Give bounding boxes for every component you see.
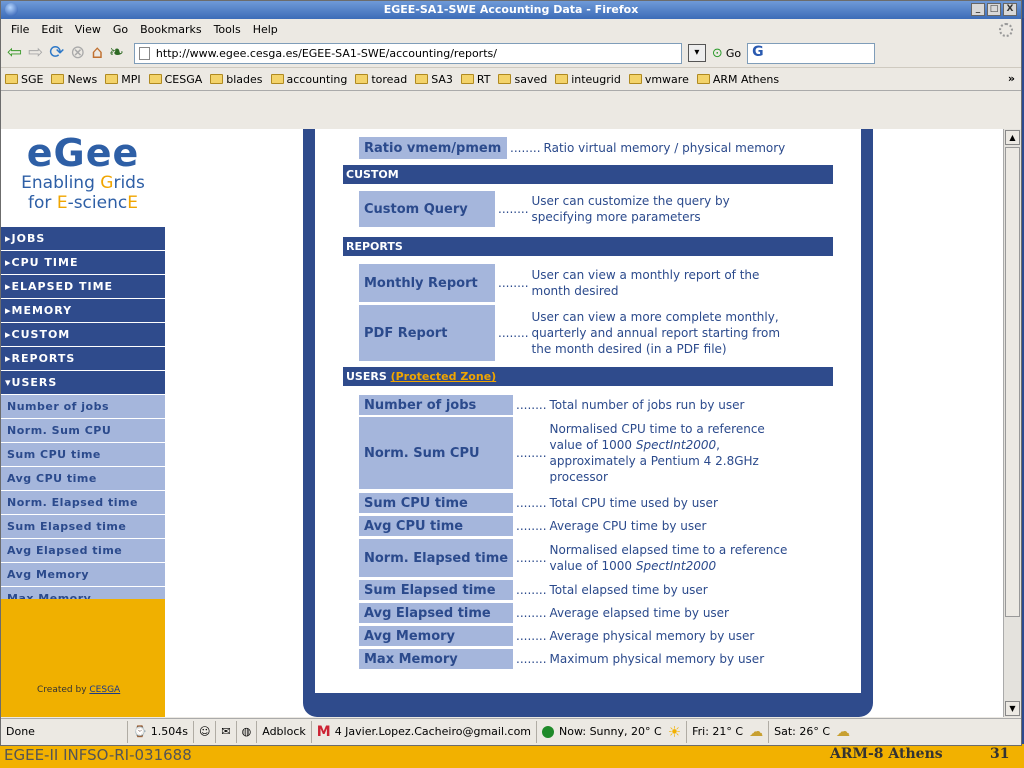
bookmark-label: toread (371, 72, 408, 86)
item-dots: ........ (516, 606, 547, 620)
desc-line: the month desired (in a PDF file) (531, 342, 727, 356)
window-title: EGEE-SA1-SWE Accounting Data - Firefox (383, 3, 639, 16)
item-label[interactable]: Custom Query (359, 191, 495, 227)
item-label[interactable]: Norm. Elapsed time (359, 539, 513, 577)
item-avg-cpu-time (359, 516, 706, 536)
menubar (1, 19, 1021, 39)
menu-edit[interactable]: Edit (41, 22, 63, 36)
menu-view[interactable]: View (74, 22, 101, 36)
created-by-text (37, 685, 120, 695)
heading-paren: ) (491, 370, 497, 383)
desc-line: specifying more parameters (531, 210, 701, 224)
item-description (550, 421, 765, 485)
timer-icon: ⌚ (133, 725, 147, 738)
item-sum-elapsed-time (359, 580, 708, 600)
folder-icon (355, 74, 368, 84)
menu-go[interactable]: Go (112, 22, 129, 36)
bookmark-label: News (67, 72, 98, 86)
created-by-prefix: Created by (37, 685, 90, 695)
tagline-part: G (100, 173, 114, 193)
egee-tagline-line2 (1, 193, 165, 213)
bookmark-label: blades (226, 72, 263, 86)
weather-fri-text: Fri: 21° C (692, 725, 744, 738)
item-dots: ........ (498, 326, 529, 340)
item-dots: ........ (498, 276, 529, 290)
bookmark-cesga[interactable] (149, 73, 203, 86)
item-dots: ........ (516, 551, 547, 565)
bookmark-sa3[interactable] (415, 73, 453, 86)
page-content (1, 129, 1003, 717)
vertical-scrollbar[interactable] (1003, 129, 1021, 717)
bookmark-sge[interactable] (5, 73, 43, 86)
desc-line: processor (549, 470, 608, 484)
item-dots: ........ (516, 583, 547, 597)
bookmark-toread[interactable] (355, 73, 407, 86)
cesga-link[interactable]: CESGA (89, 685, 121, 695)
home-icon[interactable]: ⌂ (91, 42, 103, 63)
item-description: Maximum physical memory by user (549, 652, 765, 666)
item-description: Ratio virtual memory / physical memory (543, 141, 786, 155)
desc-line: User can view a more complete monthly, (531, 310, 779, 324)
bookmark-label: MPI (121, 72, 141, 86)
desc-part: value of 1000 (549, 438, 636, 452)
load-timer[interactable] (127, 721, 193, 743)
item-dots: ........ (516, 519, 547, 533)
item-ratio-vmem-pmem (359, 137, 785, 159)
item-norm-sum-cpu (359, 417, 765, 489)
desc-line (550, 437, 765, 453)
scroll-down-arrow-icon[interactable]: ▼ (1005, 701, 1020, 716)
desc-line: Normalised elapsed time to a reference (549, 543, 788, 557)
scroll-up-arrow-icon[interactable]: ▲ (1005, 130, 1020, 145)
item-description (532, 309, 781, 357)
folder-icon (629, 74, 642, 84)
item-label[interactable]: Max Memory (359, 649, 513, 669)
sidebar-subitem-norm-elapsed-time[interactable]: Norm. Elapsed time (1, 491, 165, 515)
item-avg-elapsed-time (359, 603, 729, 623)
bookmark-label: inteugrid (571, 72, 621, 86)
sidebar-subitem-avg-cpu-time[interactable]: Avg CPU time (1, 467, 165, 491)
leaf-icon[interactable]: ❧ (108, 42, 124, 63)
item-description (532, 267, 760, 299)
sidebar-subitem-avg-memory[interactable]: Avg Memory (1, 563, 165, 587)
sidebar-subitem-norm-sum-cpu[interactable]: Norm. Sum CPU (1, 419, 165, 443)
folder-icon (461, 74, 474, 84)
item-dots: ........ (516, 496, 547, 510)
bookmarks-overflow-button[interactable]: » (1007, 72, 1015, 85)
tagline-part: E (56, 193, 68, 213)
bookmark-label: saved (514, 72, 548, 86)
item-label[interactable]: Number of jobs (359, 395, 513, 415)
go-label: Go (725, 46, 742, 60)
folder-icon (51, 74, 64, 84)
bookmark-rt[interactable] (461, 73, 491, 86)
item-label[interactable]: PDF Report (359, 305, 495, 361)
timer-value: 1.504s (150, 725, 188, 738)
sidebar-subitem-sum-cpu-time[interactable]: Sum CPU time (1, 443, 165, 467)
weather-saturday[interactable] (768, 721, 855, 743)
page-icon (139, 47, 150, 60)
bookmark-mpi[interactable] (105, 73, 140, 86)
partly-cloudy-icon: ☁ (836, 723, 851, 740)
bookmark-vmware[interactable] (629, 73, 689, 86)
item-dots: ........ (516, 446, 547, 460)
bookmarks-toolbar (1, 67, 1021, 91)
sidebar-item-jobs[interactable]: ▸JOBS (1, 227, 165, 251)
item-dots: ........ (516, 398, 547, 412)
sidebar-nav (1, 227, 165, 611)
weather-now[interactable] (536, 721, 686, 743)
sidebar-subitem-sum-elapsed-time[interactable]: Sum Elapsed time (1, 515, 165, 539)
stop-icon[interactable]: ⊗ (70, 42, 86, 63)
url-dropdown-button[interactable]: ▾ (688, 44, 706, 62)
item-label[interactable]: Sum Elapsed time (359, 580, 513, 600)
item-number-of-jobs (359, 395, 744, 415)
firefox-icon (5, 3, 18, 16)
slide-footer-project-code: EGEE-II INFSO-RI-031688 (4, 746, 192, 764)
maximize-button[interactable]: □ (987, 3, 1001, 16)
desc-part: value of 1000 (549, 559, 636, 573)
reload-icon[interactable]: ⟳ (49, 42, 65, 63)
tagline-part: Enabling (21, 173, 101, 193)
mail-icon[interactable]: ✉ (215, 721, 235, 743)
weather-sat-text: Sat: 26° C (774, 725, 831, 738)
desc-part-italic: SpectInt2000 (635, 438, 717, 452)
item-description: Total number of jobs run by user (549, 398, 745, 412)
minimize-button[interactable]: _ (971, 3, 985, 16)
go-icon: ⊙ (711, 45, 723, 61)
desc-part: , (716, 438, 720, 452)
bookmark-blades[interactable] (210, 73, 262, 86)
tagline-part: -scienc (67, 193, 128, 213)
item-dots: ........ (516, 652, 547, 666)
menu-tools[interactable]: Tools (213, 22, 241, 36)
item-norm-elapsed-time (359, 539, 787, 577)
tagline-part: E (127, 193, 138, 213)
desc-line: approximately a Pentium 4 2.8GHz (549, 454, 759, 468)
forward-arrow-icon[interactable]: ⇨ (28, 42, 44, 63)
folder-icon (149, 74, 162, 84)
sidebar-item-cpu-time[interactable]: ▸CPU TIME (1, 251, 165, 275)
folder-icon (415, 74, 428, 84)
status-bar (1, 718, 1021, 744)
adblock-button[interactable]: Adblock (256, 721, 311, 743)
sidebar-subitem-number-of-jobs[interactable]: Number of jobs (1, 395, 165, 419)
bookmark-arm-athens[interactable] (697, 73, 779, 86)
bookmark-label: vmware (644, 72, 689, 86)
weather-now-text: Now: Sunny, 20° C (559, 725, 662, 738)
bookmark-news[interactable] (51, 73, 97, 86)
folder-icon (498, 74, 511, 84)
item-label[interactable]: Avg CPU time (359, 516, 513, 536)
partly-cloudy-icon: ☁ (749, 723, 764, 740)
gmail-notifier[interactable] (311, 721, 536, 743)
sidebar-item-custom[interactable]: ▸CUSTOM (1, 323, 165, 347)
sun-icon: ☀ (667, 722, 682, 741)
globe-icon (542, 726, 554, 738)
bookmark-accounting[interactable] (271, 73, 348, 86)
item-dots: ........ (498, 202, 529, 216)
gmail-icon: M (316, 723, 331, 740)
bookmark-saved[interactable] (498, 73, 547, 86)
menu-bookmarks[interactable]: Bookmarks (140, 22, 202, 36)
item-avg-memory (359, 626, 754, 646)
section-heading-custom: CUSTOM (343, 165, 833, 184)
item-sum-cpu-time (359, 493, 718, 513)
gmail-account: 4 Javier.Lopez.Cacheiro@gmail.com (334, 725, 532, 738)
slide-footer-event: ARM-8 Athens (830, 746, 943, 762)
item-description (532, 193, 730, 225)
status-text: Done (6, 725, 35, 738)
bookmark-label: CESGA (164, 72, 203, 86)
item-description: Average physical memory by user (549, 629, 755, 643)
item-label[interactable]: Avg Elapsed time (359, 603, 513, 623)
egee-logo[interactable]: eGee (26, 131, 140, 175)
tagline-part: rids (113, 173, 145, 193)
bookmark-label: SGE (21, 72, 44, 86)
folder-icon (697, 74, 710, 84)
item-description: Average CPU time by user (549, 519, 707, 533)
content-panel-inner (315, 129, 861, 693)
bookmark-label: SA3 (431, 72, 453, 86)
bookmark-label: ARM Athens (712, 72, 780, 86)
item-description: Average elapsed time by user (549, 606, 729, 620)
menu-file[interactable]: File (11, 22, 30, 36)
item-max-memory (359, 649, 764, 669)
desc-line: User can view a monthly report of the (531, 268, 760, 282)
scrollbar-thumb[interactable] (1005, 147, 1020, 617)
weather-friday[interactable] (686, 721, 768, 743)
sidebar (1, 129, 165, 717)
desc-line: month desired (531, 284, 619, 298)
bookmark-label: accounting (286, 72, 348, 86)
item-dots: ........ (510, 141, 541, 155)
folder-icon (105, 74, 118, 84)
smiley-icon[interactable]: ☺ (193, 721, 215, 743)
content-panel (303, 129, 873, 717)
item-pdf-report (359, 305, 780, 361)
close-button[interactable]: X (1003, 3, 1017, 16)
bookmark-inteugrid[interactable] (555, 73, 621, 86)
folder-icon (555, 74, 568, 84)
item-label[interactable]: Avg Memory (359, 626, 513, 646)
folder-icon (5, 74, 18, 84)
item-description (550, 542, 788, 574)
item-description: Total CPU time used by user (549, 496, 718, 510)
desc-line (550, 558, 788, 574)
created-by-box (1, 599, 165, 717)
back-arrow-icon[interactable]: ⇦ (7, 42, 23, 63)
sidebar-item-reports[interactable]: ▸REPORTS (1, 347, 165, 371)
throbber-icon (999, 23, 1013, 37)
item-dots: ........ (516, 629, 547, 643)
sidebar-item-users[interactable]: ▾USERS (1, 371, 165, 395)
sidebar-item-elapsed-time[interactable]: ▸ELAPSED TIME (1, 275, 165, 299)
section-heading-users (343, 367, 833, 386)
url-text: http://www.egee.cesga.es/EGEE-SA1-SWE/accounting/reports/ (155, 46, 497, 60)
desc-line: User can customize the query by (531, 194, 730, 208)
item-monthly-report (359, 264, 759, 302)
protected-zone-link[interactable]: Protected Zone (395, 370, 492, 383)
url-bar[interactable] (134, 43, 682, 64)
folder-icon (271, 74, 284, 84)
window-titlebar[interactable] (1, 1, 1021, 19)
item-label[interactable]: Monthly Report (359, 264, 495, 302)
item-description: Total elapsed time by user (549, 583, 708, 597)
egee-tagline-line1 (1, 173, 165, 193)
menu-help[interactable]: Help (252, 22, 278, 36)
sidebar-item-memory[interactable]: ▸MEMORY (1, 299, 165, 323)
bookmark-label: RT (476, 72, 491, 86)
item-label[interactable]: Sum CPU time (359, 493, 513, 513)
extension-icon[interactable]: ◍ (236, 721, 257, 743)
heading-paren: ( (390, 370, 396, 383)
item-custom-query (359, 191, 730, 227)
folder-icon (210, 74, 223, 84)
item-label[interactable]: Ratio vmem/pmem (359, 137, 507, 159)
heading-text: USERS (346, 370, 391, 383)
slide-page-number: 31 (990, 746, 1010, 762)
desc-line: quarterly and annual report starting from (531, 326, 781, 340)
desc-part-italic: SpectInt2000 (635, 559, 717, 573)
navigation-toolbar (1, 39, 1021, 67)
sidebar-subitem-avg-elapsed-time[interactable]: Avg Elapsed time (1, 539, 165, 563)
search-input[interactable]: G (747, 43, 875, 64)
desc-line: Normalised CPU time to a reference (549, 422, 765, 436)
section-heading-reports: REPORTS (343, 237, 833, 256)
go-button[interactable] (712, 46, 741, 61)
item-label[interactable]: Norm. Sum CPU (359, 417, 513, 489)
tagline-part: for (28, 193, 57, 213)
